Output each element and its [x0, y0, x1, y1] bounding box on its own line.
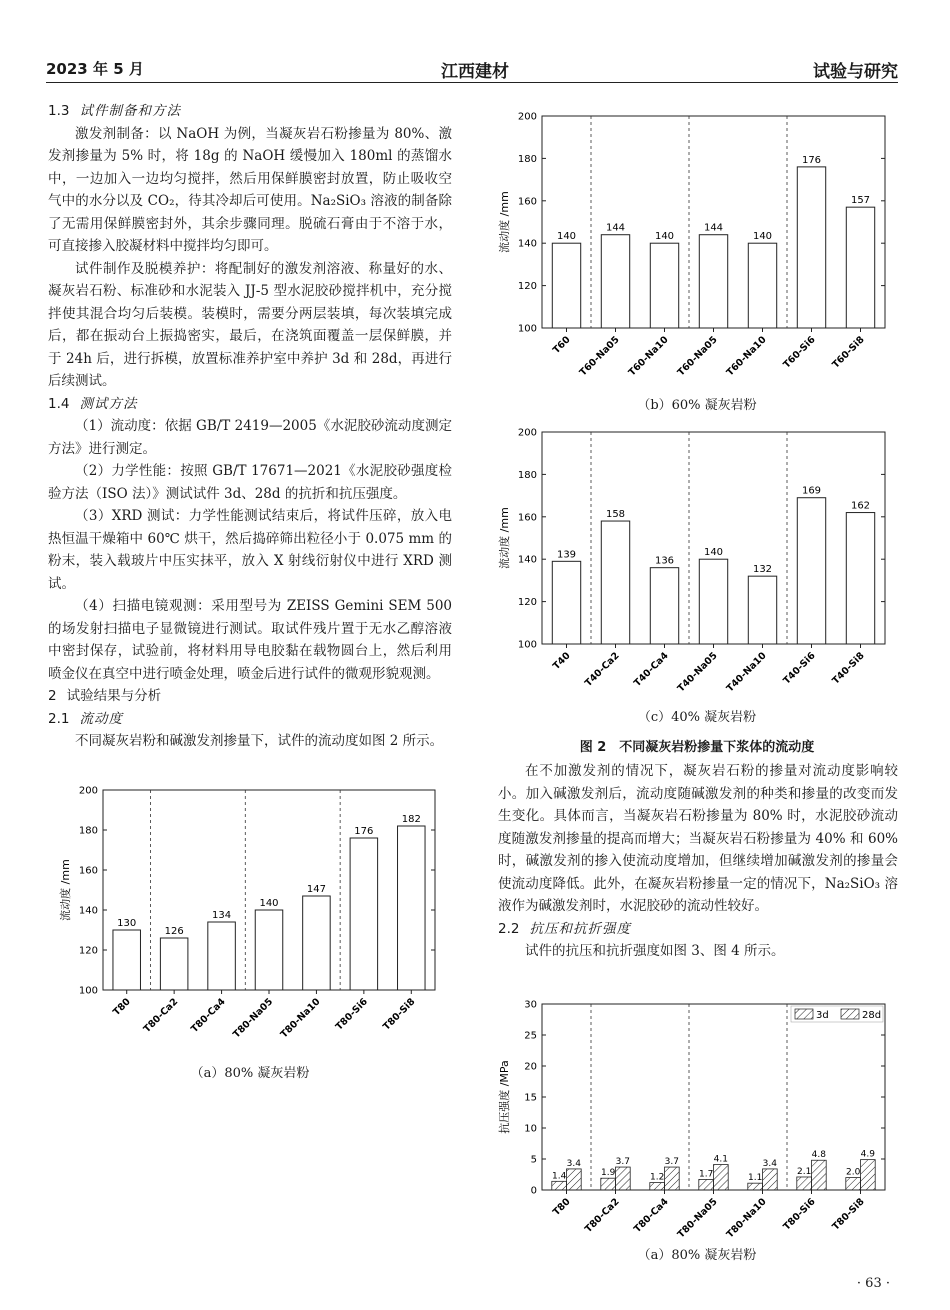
bar: [748, 243, 776, 328]
heading-2: [48, 685, 452, 708]
y-tick-label: 180: [517, 153, 537, 165]
method-mechanical: （2）力学性能：按照 GB/T 17671—2021《水泥胶砂强度检验方法（ISO 法）》测试试件 3d、28d 的抗折和抗压强度。: [48, 463, 452, 502]
heading-title: 测试方法: [79, 395, 138, 412]
x-tick-label: T40-Si8: [830, 650, 867, 687]
x-tick-label: T60-Na10: [626, 334, 671, 379]
bar-value-label: 4.1: [713, 1154, 729, 1165]
chart-strength-80: [490, 1000, 900, 1240]
bar: [113, 930, 141, 990]
bar: [797, 498, 825, 644]
bar: [255, 910, 283, 990]
x-tick-label: T80: [111, 996, 133, 1019]
heading-2-1: [48, 708, 452, 731]
method-fluidity: （1）流动度：依据 GB/T 2419—2005《水泥胶砂流动度测定方法》进行测定。: [48, 418, 452, 457]
y-tick-label: 100: [517, 639, 537, 651]
bar-3d: [601, 1178, 616, 1190]
section-name: 试验与研究: [813, 62, 898, 82]
heading-2-2: [498, 918, 898, 941]
y-tick-label: 20: [524, 1061, 537, 1073]
bar: [208, 922, 236, 990]
x-tick-label: T60-Na05: [675, 334, 720, 379]
bar-value-label: 147: [306, 884, 326, 895]
bar-value-label: 130: [117, 918, 137, 929]
heading-number: 1.4: [48, 395, 70, 412]
chart-fluidity-40: [490, 422, 900, 697]
x-tick-label: T80-Ca4: [631, 1196, 671, 1235]
x-tick-label: T80-Ca2: [141, 996, 181, 1035]
y-tick-label: 200: [517, 427, 537, 439]
y-tick-label: 180: [78, 825, 98, 837]
page-number: · 63 ·: [856, 1276, 890, 1291]
y-tick-label: 120: [78, 945, 98, 957]
bar-value-label: 126: [164, 926, 184, 937]
heading-title: 试验结果与分析: [66, 688, 162, 704]
bar-28d: [567, 1169, 582, 1190]
bar: [846, 513, 874, 644]
bar-value-label: 140: [703, 547, 724, 559]
y-tick-label: 200: [517, 111, 537, 123]
bar: [797, 167, 825, 328]
figure-2-caption: 图 2 不同凝灰岩粉掺量下浆体的流动度: [579, 740, 815, 755]
bar-value-label: 2.0: [845, 1167, 861, 1178]
x-tick-label: T80-Si8: [381, 996, 418, 1033]
legend-swatch-28d: [841, 1009, 859, 1019]
legend-label-3d: 3d: [816, 1010, 829, 1021]
legend-swatch-3d: [795, 1009, 813, 1019]
heading-number: 2.1: [48, 710, 70, 727]
heading-number: 1.3: [48, 103, 70, 119]
x-tick-label: T40-Na05: [675, 650, 720, 695]
bar: [552, 243, 580, 328]
bar-value-label: 182: [401, 814, 421, 825]
bar-value-label: 132: [752, 564, 773, 576]
bar-value-label: 139: [556, 549, 577, 561]
bar-value-label: 1.9: [600, 1168, 616, 1179]
x-tick-label: T80-Na10: [724, 1196, 769, 1240]
bar-value-label: 144: [605, 222, 626, 234]
y-tick-label: 30: [524, 1000, 537, 1011]
caption-d: （a）80% 凝灰岩粉: [637, 1248, 757, 1263]
right-column: [498, 760, 898, 963]
bar-value-label: 2.1: [796, 1166, 812, 1177]
chart-fluidity-80: [40, 780, 450, 1050]
heading-1-3: [48, 100, 452, 123]
y-tick-label: 140: [517, 238, 537, 250]
bar: [748, 576, 776, 644]
y-tick-label: 120: [517, 281, 537, 293]
y-tick-label: 0: [530, 1185, 537, 1197]
y-axis-label: 流动度 /mm: [59, 859, 72, 921]
bar-value-label: 140: [752, 231, 773, 243]
bar: [650, 243, 678, 328]
method-sem: （4）扫描电镜观测：采用型号为 ZEISS Gemini SEM 500 的场发射扫描电子显微镜进行测试。取试件残片置于无水乙醇溶液中密封保存，试验前，将材料用导电胶黏在载物圆台上，然后利用喷金仪在真空中进行喷金处理，喷金后进行试件的微观形貌观测。: [48, 598, 452, 682]
y-tick-label: 200: [78, 785, 98, 797]
y-tick-label: 100: [78, 985, 98, 997]
y-tick-label: 140: [517, 554, 537, 566]
caption-b: （b）60% 凝灰岩粉: [637, 398, 757, 413]
bar: [650, 568, 678, 644]
bar-value-label: 176: [354, 826, 374, 837]
heading-title: 流动度: [79, 710, 123, 727]
x-tick-label: T40-Ca2: [582, 650, 622, 689]
x-tick-label: T40-Si6: [781, 650, 818, 687]
x-tick-label: T80-Si8: [830, 1196, 867, 1233]
y-tick-label: 160: [78, 865, 98, 877]
bar-value-label: 3.7: [615, 1157, 631, 1168]
bar-28d: [812, 1160, 827, 1190]
heading-title: 抗压和抗折强度: [529, 920, 631, 937]
bar-28d: [665, 1167, 680, 1190]
bar-value-label: 140: [259, 898, 279, 909]
y-tick-label: 180: [517, 469, 537, 481]
bar: [552, 561, 580, 644]
page-header: [0, 0, 950, 80]
bar-value-label: 1.4: [551, 1171, 567, 1182]
heading-number: 2: [48, 688, 57, 704]
x-tick-label: T80-Si6: [333, 996, 370, 1033]
journal-name: 江西建材: [441, 62, 509, 82]
y-axis-label: 抗压强度 /MPa: [498, 1060, 511, 1134]
paragraph-specimen: 试件制作及脱模养护：将配制好的激发剂溶液、称量好的水、凝灰岩石粉、标准砂和水泥装入 JJ-5 型水泥胶砂搅拌机中，充分搅拌使其混合均匀后装模。装模时，需要分两层装填，每次装填完成后，都在振动台上振捣密实，最后，在浇筑面覆盖一层保鲜膜，并于 24h 后，进行拆模，放置标准养护室中养护 3d 和 28d，再进行后续测试。: [48, 260, 452, 389]
x-tick-label: T60-Si6: [781, 334, 818, 371]
bar-value-label: 157: [850, 195, 871, 207]
left-column: [48, 100, 452, 753]
y-tick-label: 5: [530, 1154, 537, 1166]
heading-title: 试件制备和方法: [79, 103, 181, 119]
x-tick-label: T80-Si6: [781, 1196, 818, 1233]
bar-value-label: 1.7: [698, 1169, 714, 1180]
x-tick-label: T80-Na10: [278, 996, 323, 1041]
bar-value-label: 1.1: [747, 1173, 763, 1184]
bar-value-label: 4.8: [811, 1150, 827, 1161]
y-tick-label: 100: [517, 323, 537, 335]
paragraph-strength-intro: 试件的抗压和抗折强度如图 3、图 4 所示。: [525, 943, 785, 959]
x-tick-label: T80-Ca4: [189, 996, 228, 1035]
chart-fluidity-60: [490, 106, 900, 381]
bar: [846, 207, 874, 328]
bar-3d: [846, 1178, 861, 1190]
bar-value-label: 162: [850, 500, 871, 512]
bar-3d: [797, 1177, 812, 1190]
bar-3d: [748, 1183, 763, 1190]
heading-1-4: [48, 393, 452, 416]
x-tick-label: T80-Na05: [231, 996, 276, 1041]
bar-value-label: 169: [801, 485, 822, 497]
bar-value-label: 3.4: [762, 1158, 778, 1169]
header-rule: [46, 82, 898, 83]
legend-label-28d: 28d: [862, 1010, 882, 1021]
x-tick-label: T40-Ca4: [631, 650, 671, 689]
y-tick-label: 140: [78, 905, 98, 917]
y-axis-label: 流动度 /mm: [498, 507, 511, 569]
bar: [699, 235, 727, 328]
bar: [699, 559, 727, 644]
bar-value-label: 140: [556, 231, 577, 243]
paragraph-fig2-intro: 不同凝灰岩粉和碱激发剂掺量下，试件的流动度如图 2 所示。: [75, 733, 444, 749]
y-axis-label: 流动度 /mm: [498, 191, 511, 253]
bar-28d: [861, 1160, 876, 1190]
issue-date: 2023 年 5 月: [46, 60, 144, 78]
x-tick-label: T60-Si8: [830, 334, 867, 371]
x-tick-label: T80-Ca2: [582, 1196, 622, 1235]
x-tick-label: T60-Na10: [724, 334, 769, 379]
x-tick-label: T80: [550, 1196, 573, 1219]
bar: [350, 838, 378, 990]
caption-c: （c）40% 凝灰岩粉: [637, 710, 757, 725]
bar: [398, 826, 426, 990]
bar-28d: [616, 1167, 631, 1190]
method-xrd: （3）XRD 测试：力学性能测试结束后，将试件压碎，放入电热恒温干燥箱中 60℃ 烘干，然后捣碎筛出粒径小于 0.075 mm 的粉末，装入载玻片中压实抹平，放入 X 射线衍射仪中进行 XRD 测试。: [48, 508, 452, 592]
y-tick-label: 15: [524, 1092, 537, 1104]
bar-value-label: 1.2: [649, 1172, 665, 1183]
bar-value-label: 140: [654, 231, 675, 243]
y-tick-label: 160: [517, 196, 537, 208]
bar-value-label: 176: [801, 154, 822, 166]
bar-value-label: 4.9: [860, 1149, 876, 1160]
x-tick-label: T40-Na10: [724, 650, 769, 695]
bar: [601, 521, 629, 644]
bar-value-label: 158: [605, 509, 626, 521]
y-tick-label: 10: [524, 1123, 537, 1135]
y-tick-label: 25: [524, 1030, 537, 1042]
bar-3d: [699, 1179, 714, 1190]
bar-value-label: 3.7: [664, 1157, 680, 1168]
bar-value-label: 134: [212, 910, 232, 921]
bar: [303, 896, 331, 990]
bar-28d: [714, 1165, 729, 1190]
paragraph-activator: 激发剂制备：以 NaOH 为例，当凝灰岩石粉掺量为 80%、激发剂掺量为 5% 时，将 18g 的 NaOH 缓慢加入 180ml 的蒸馏水中，一边加入一边均匀搅拌，然后用保鲜膜密封放置，防止吸收空气中的水分以及 CO₂，待其冷却后可使用。Na₂SiO₃ 溶液的制备除了无需用保鲜膜密封外，其余步骤同理。脱硫石膏由于不溶于水，可直接掺入胶凝材料中搅拌均匀即可。: [48, 125, 452, 254]
bar: [160, 938, 188, 990]
heading-number: 2.2: [498, 920, 520, 937]
bar-value-label: 144: [703, 222, 724, 234]
caption-a: （a）80% 凝灰岩粉: [190, 1066, 310, 1081]
x-tick-label: T60: [550, 334, 573, 357]
y-tick-label: 120: [517, 597, 537, 609]
bar-28d: [763, 1169, 778, 1190]
bar-3d: [650, 1183, 665, 1190]
x-tick-label: T40: [550, 650, 573, 673]
bar-value-label: 136: [654, 555, 675, 567]
y-tick-label: 160: [517, 512, 537, 524]
x-tick-label: T60-Na05: [577, 334, 622, 379]
x-tick-label: T80-Na05: [675, 1196, 720, 1240]
bar: [601, 235, 629, 328]
bar-value-label: 3.4: [566, 1158, 582, 1169]
bar-3d: [552, 1181, 567, 1190]
paragraph-fluidity-discussion: 在不加激发剂的情况下，凝灰岩石粉的掺量对流动度影响较小。加入碱激发剂后，流动度随碱激发剂的种类和掺量的改变而发生变化。具体而言，当凝灰岩石粉掺量为 80% 时，水泥胶砂流动度随激发剂掺量的提高而增大；当凝灰岩石粉掺量为 40% 和 60% 时，碱激发剂的掺入使流动度增加，但继续增加碱激发剂的掺量会使流动度降低。此外，在凝灰岩粉掺量一定的情况下，Na₂SiO₃ 溶液作为碱激发剂时，水泥胶砂的流动性较好。: [498, 763, 898, 914]
